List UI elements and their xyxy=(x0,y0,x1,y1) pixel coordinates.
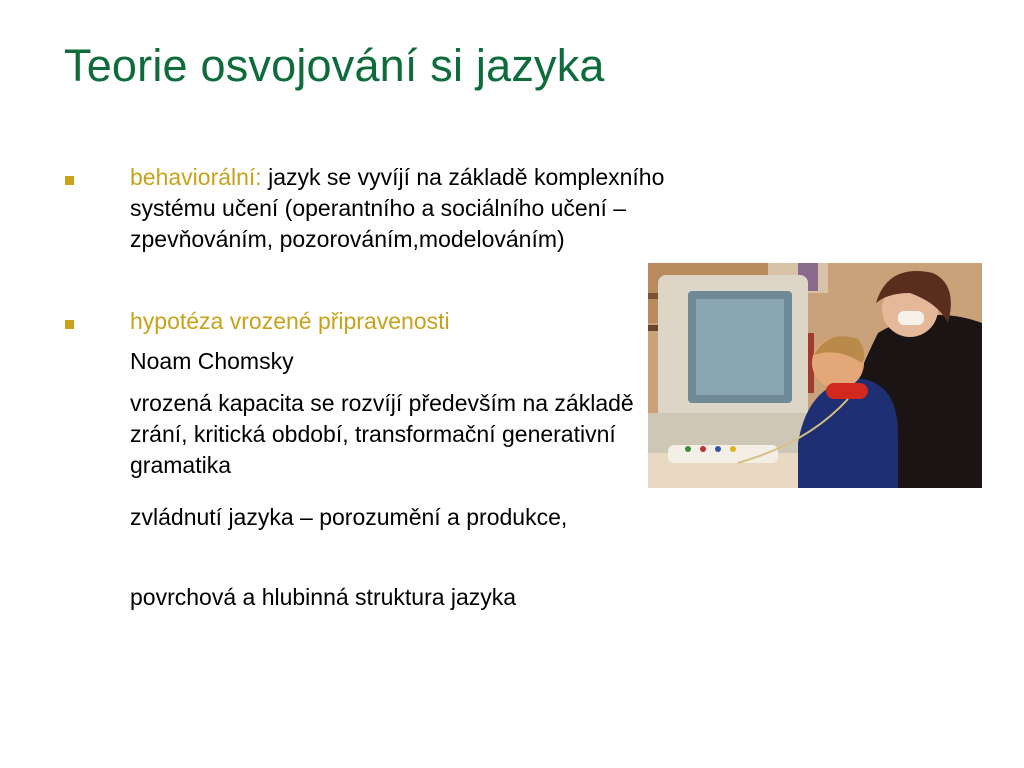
list-item-structure xyxy=(130,582,670,613)
item-text: zvládnutí jazyka – porozumění a produkce, xyxy=(130,504,568,530)
item-text: povrchová a hlubinná struktura jazyka xyxy=(130,584,517,610)
photo-illustration xyxy=(648,263,982,488)
list-item-author xyxy=(130,346,670,377)
item-text: Noam Chomsky xyxy=(130,348,294,374)
list-item-capacity xyxy=(130,388,670,481)
item-text: jazyk se vyvíjí na základě komplexního systému učení (operantního a sociálního učení – zpevňováním, pozorováním,modelováním) xyxy=(130,164,665,252)
bullet-marker xyxy=(65,176,74,185)
slide-title: Teorie osvojování si jazyka xyxy=(64,40,605,91)
list-item-behavioral xyxy=(130,162,670,255)
list-item-hypothesis xyxy=(130,306,670,337)
list-item-mastery xyxy=(130,502,670,533)
item-text: vrozená kapacita se rozvíjí především na základě zrání, kritická období, transformační generativní gramatika xyxy=(130,390,634,478)
item-highlight: hypotéza vrozené připravenosti xyxy=(130,308,450,334)
photo-mother-child-computer xyxy=(648,263,982,488)
bullet-marker xyxy=(65,320,74,329)
item-highlight: behaviorální: xyxy=(130,164,262,190)
